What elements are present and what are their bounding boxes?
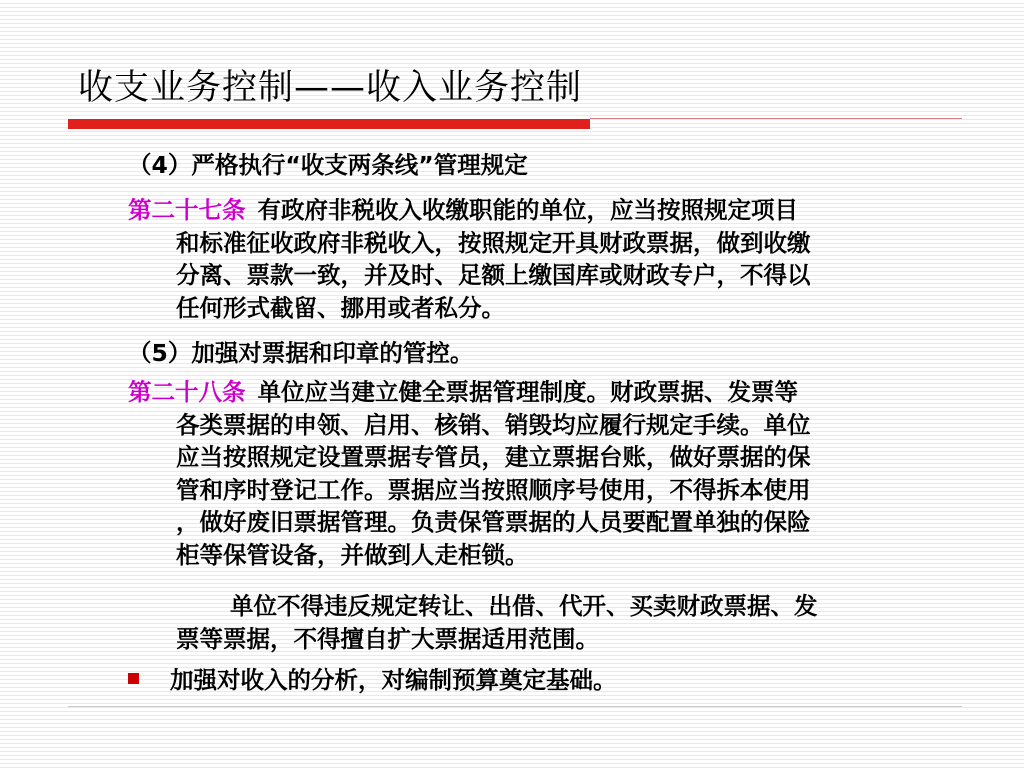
extra-paragraph [176, 590, 976, 655]
bullet-item [128, 664, 617, 697]
article-28-line-6: 柜等保管设备，并做到人走柜锁。 [176, 540, 529, 569]
extra-paragraph-line-2: 票等票据，不得擅自扩大票据适用范围。 [176, 624, 599, 653]
article-27-line-2: 和标准征收政府非税收入，按照规定开具财政票据，做到收缴 [176, 228, 811, 257]
article-27-text-1: 有政府非税收入收缴职能的单位，应当按照规定项目 [257, 196, 798, 224]
article-27-label: 第二十七条 [128, 196, 246, 224]
article-28-line-2: 各类票据的申领、启用、核销、销毁均应履行规定手续。单位 [176, 410, 811, 439]
article-28-line-1 [128, 376, 958, 409]
article-27-line-3: 分离、票款一致，并及时、足额上缴国库或财政专户，不得以 [176, 261, 811, 289]
square-bullet-icon [128, 673, 139, 684]
article-27-line-1 [128, 194, 958, 227]
article-27-line-4: 任何形式截留、挪用或者私分。 [176, 293, 505, 322]
section-5-heading: （5）加强对票据和印章的管控。 [128, 339, 474, 367]
article-28 [128, 376, 958, 571]
article-27 [128, 194, 958, 324]
article-28-line-4: 管和序时登记工作。票据应当按照顺序号使用，不得拆本使用 [176, 475, 811, 504]
section-4-heading: （4）严格执行“收支两条线”管理规定 [128, 151, 528, 179]
article-28-text-1: 单位应当建立健全票据管理制度。财政票据、发票等 [257, 378, 798, 406]
slide-title: 收支业务控制——收入业务控制 [78, 68, 583, 108]
footer-divider-line [68, 706, 962, 707]
article-28-label: 第二十八条 [128, 378, 246, 406]
article-28-line-5: ，做好废旧票据管理。负责保管票据的人员要配置单独的保险 [176, 508, 811, 536]
bullet-item-text: 加强对收入的分析，对编制预算奠定基础。 [170, 666, 617, 694]
article-28-line-3: 应当按照规定设置票据专管员，建立票据台账，做好票据的保 [176, 443, 811, 471]
extra-paragraph-line-1: 单位不得违反规定转让、出借、代开、买卖财政票据、发 [230, 592, 818, 620]
